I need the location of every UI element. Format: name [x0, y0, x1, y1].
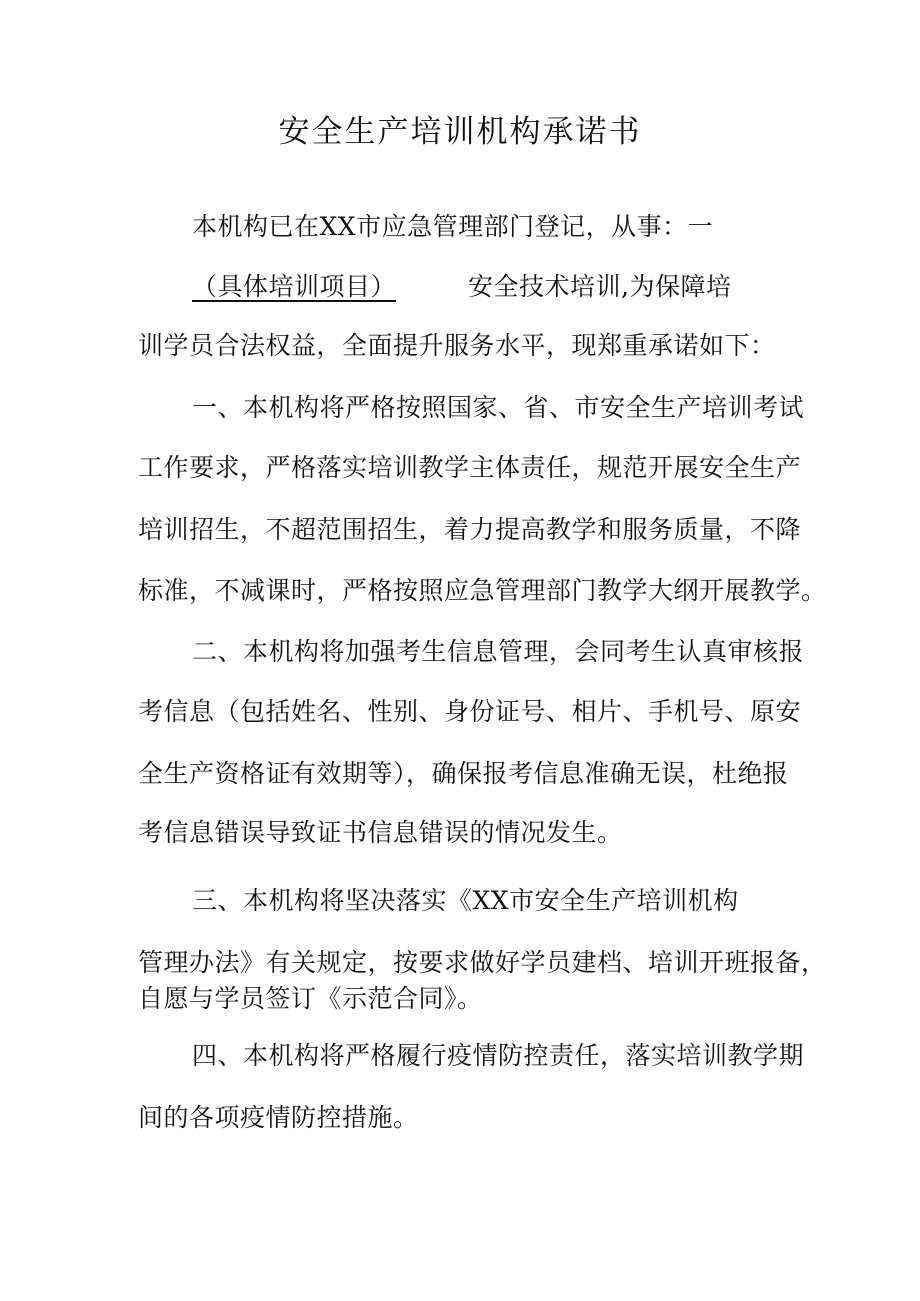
intro-line-3: 训学员合法权益，全面提升服务水平，现郑重承诺如下：: [138, 331, 776, 360]
clause-2-line-3: 全生产资格证有效期等），确保报考信息准确无误，杜绝报: [138, 759, 789, 788]
clause-3-line-2: 管理办法》有关规定，按要求做好学员建档、培训开班报备，: [138, 948, 827, 977]
clause-1-line-3: 培训招生，不超范围招生，着力提高教学和服务质量，不降: [138, 515, 802, 544]
document-title: 安全生产培训机构承诺书: [278, 114, 642, 150]
clause-4-line-2: 间的各项疫情防控措施。: [138, 1103, 419, 1132]
clause-2-line-4: 考信息错误导致证书信息错误的情况发生。: [138, 818, 623, 847]
clause-1-line-1: 一、本机构将严格按照国家、省、市安全生产培训考试: [192, 393, 805, 422]
clause-3-line-3: 自愿与学员签订《示范合同》。: [138, 984, 483, 1013]
intro-line-2: 安全技术培训,为保障培: [468, 272, 732, 301]
clause-2-line-2: 考信息（包括姓名、性别、身份证号、相片、手机号、原安: [138, 697, 802, 726]
training-item-field: （具体培训项目）: [192, 272, 397, 301]
clause-1-line-4: 标准，不减课时，严格按照应急管理部门教学大纲开展教学。: [138, 576, 827, 605]
clause-2-line-1: 二、本机构将加强考生信息管理，会同考生认真审核报: [192, 637, 805, 666]
clause-4-line-1: 四、本机构将严格履行疫情防控责任，落实培训教学期: [192, 1041, 805, 1070]
clause-3-line-1: 三、本机构将坚决落实《XX市安全生产培训机构: [192, 886, 739, 915]
clause-1-line-2: 工作要求，严格落实培训教学主体责任，规范开展安全生产: [138, 453, 802, 482]
intro-line-1: 本机构已在XX市应急管理部门登记，从事：一: [192, 212, 714, 241]
